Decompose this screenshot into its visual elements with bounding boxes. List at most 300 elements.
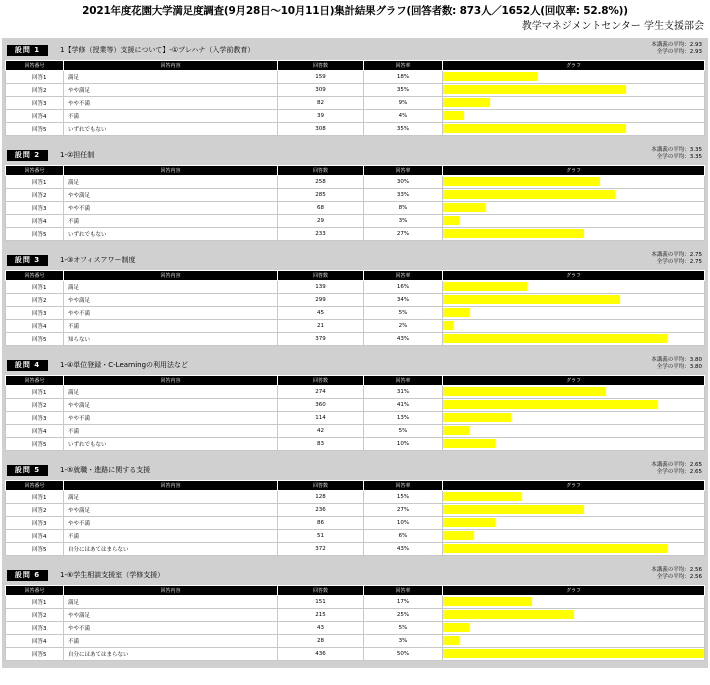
answer-rate: 35% (364, 84, 443, 97)
answer-graph-cell (443, 425, 705, 438)
results-table (5, 585, 705, 661)
answer-graph-cell (443, 399, 705, 412)
answer-rate: 10% (364, 517, 443, 530)
answer-count: 83 (278, 438, 364, 451)
university-average-value: 2.93 (689, 49, 702, 55)
answer-content: 自分にはあてはまらない (64, 543, 278, 556)
answer-rate: 5% (364, 307, 443, 320)
header-rate: 回答率 (364, 481, 443, 491)
course-average-value: 2.56 (689, 567, 702, 573)
answer-number: 回答4 (6, 320, 64, 333)
answer-count: 45 (278, 307, 364, 320)
table-row (6, 333, 705, 346)
answer-rate: 3% (364, 215, 443, 228)
question-number-badge: 設問 2 (7, 150, 48, 161)
answer-count: 86 (278, 517, 364, 530)
header-count: 回答数 (278, 586, 364, 596)
answer-count: 436 (278, 648, 364, 661)
answer-rate-bar (443, 334, 667, 343)
header-rate: 回答率 (364, 586, 443, 596)
question-title: 1【学修（授業等）支援について】-①プレハナ（入学前教育） (60, 46, 255, 54)
answer-content: いずれでもない (64, 228, 278, 241)
header-graph: グラフ (443, 271, 705, 281)
answer-number: 回答3 (6, 412, 64, 425)
report-title: 2021年度花園大学満足度調査(9月28日～10月11日)集計結果グラフ(回答者数: 873人／1652人(回収率: 52.8%)) (82, 5, 628, 17)
answer-rate: 13% (364, 412, 443, 425)
course-average-value: 3.80 (689, 357, 702, 363)
header-answer-content: 回答内容 (64, 376, 278, 386)
answer-rate: 8% (364, 202, 443, 215)
answer-graph-cell (443, 386, 705, 399)
answer-number: 回答4 (6, 110, 64, 123)
table-row (6, 530, 705, 543)
answer-rate: 27% (364, 228, 443, 241)
answer-number: 回答1 (6, 176, 64, 189)
table-row (6, 97, 705, 110)
answer-count: 372 (278, 543, 364, 556)
answer-count: 215 (278, 609, 364, 622)
answer-content: 不満 (64, 110, 278, 123)
answer-content: 満足 (64, 491, 278, 504)
university-average-value: 3.35 (689, 154, 702, 160)
table-row (6, 399, 705, 412)
answer-graph-cell (443, 517, 705, 530)
answer-count: 308 (278, 123, 364, 136)
answer-number: 回答2 (6, 399, 64, 412)
answer-graph-cell (443, 320, 705, 333)
answer-content: やや満足 (64, 294, 278, 307)
answer-rate-bar (443, 387, 605, 396)
table-header-row (6, 271, 705, 281)
answer-number: 回答5 (6, 333, 64, 346)
university-average (657, 259, 702, 266)
question-number-badge: 設問 3 (7, 255, 48, 266)
answer-content: 不満 (64, 425, 278, 438)
header-graph: グラフ (443, 586, 705, 596)
university-average-value: 2.56 (689, 574, 702, 580)
answer-rate-bar (443, 216, 459, 225)
header-graph: グラフ (443, 166, 705, 176)
question-number-badge: 設問 4 (7, 360, 48, 371)
answer-count: 258 (278, 176, 364, 189)
answer-graph-cell (443, 215, 705, 228)
question-header (2, 38, 708, 58)
answer-graph-cell (443, 84, 705, 97)
answer-rate: 43% (364, 543, 443, 556)
table-row (6, 543, 705, 556)
answer-rate-bar (443, 321, 453, 330)
answer-count: 236 (278, 504, 364, 517)
table-row (6, 281, 705, 294)
answer-graph-cell (443, 648, 705, 661)
answer-number: 回答5 (6, 543, 64, 556)
answer-rate: 2% (364, 320, 443, 333)
answer-count: 82 (278, 97, 364, 110)
course-average (651, 252, 702, 259)
answer-rate-bar (443, 308, 469, 317)
results-table (5, 165, 705, 241)
university-average-value: 2.75 (689, 259, 702, 265)
answer-number: 回答3 (6, 202, 64, 215)
answer-graph-cell (443, 333, 705, 346)
answer-rate: 9% (364, 97, 443, 110)
answer-rate-bar (443, 439, 495, 448)
answer-graph-cell (443, 543, 705, 556)
header-graph: グラフ (443, 481, 705, 491)
answer-content: 不満 (64, 635, 278, 648)
question-title: 1-⑤就職・進路に関する支援 (60, 466, 151, 474)
answer-count: 42 (278, 425, 364, 438)
answer-count: 21 (278, 320, 364, 333)
answer-content: やや不満 (64, 412, 278, 425)
header-answer-number: 回答番号 (6, 481, 64, 491)
answer-number: 回答4 (6, 530, 64, 543)
answer-rate-bar (443, 282, 527, 291)
answer-rate-bar (443, 124, 626, 133)
answer-graph-cell (443, 110, 705, 123)
answer-content: 満足 (64, 176, 278, 189)
answer-rate: 15% (364, 491, 443, 504)
answer-count: 151 (278, 596, 364, 609)
table-row (6, 386, 705, 399)
table-row (6, 228, 705, 241)
question-header (2, 458, 708, 478)
course-average-value: 2.75 (689, 252, 702, 258)
answer-count: 139 (278, 281, 364, 294)
answer-rate-bar (443, 111, 464, 120)
answer-count: 28 (278, 635, 364, 648)
header-rate: 回答率 (364, 271, 443, 281)
answer-content: 満足 (64, 281, 278, 294)
question-title: 1-②担任制 (60, 151, 95, 159)
answer-rate: 4% (364, 110, 443, 123)
answer-rate-bar (443, 413, 511, 422)
answer-rate: 6% (364, 530, 443, 543)
answer-graph-cell (443, 504, 705, 517)
table-header-row (6, 376, 705, 386)
table-row (6, 320, 705, 333)
answer-rate: 35% (364, 123, 443, 136)
answer-number: 回答2 (6, 189, 64, 202)
question-header (2, 248, 708, 268)
answer-rate: 3% (364, 635, 443, 648)
table-row (6, 504, 705, 517)
table-row (6, 176, 705, 189)
answer-rate: 50% (364, 648, 443, 661)
table-row (6, 215, 705, 228)
answer-count: 285 (278, 189, 364, 202)
table-header-row (6, 481, 705, 491)
answer-number: 回答4 (6, 215, 64, 228)
course-average-label: 本講義の平均： (651, 147, 690, 153)
header-count: 回答数 (278, 481, 364, 491)
question-number-badge: 設問 1 (7, 45, 48, 56)
answer-content: やや満足 (64, 189, 278, 202)
header-rate: 回答率 (364, 61, 443, 71)
table-row (6, 110, 705, 123)
header-answer-number: 回答番号 (6, 376, 64, 386)
course-average-value: 2.93 (689, 42, 702, 48)
answer-rate-bar (443, 400, 657, 409)
question-title: 1-③オフィスアワー制度 (60, 256, 136, 264)
course-average (651, 567, 702, 574)
question-title: 1-④単位登録・C-Learningの利用法など (60, 361, 189, 369)
answer-content: やや不満 (64, 307, 278, 320)
answer-rate-bar (443, 229, 584, 238)
table-row (6, 71, 705, 84)
table-row (6, 648, 705, 661)
answer-count: 299 (278, 294, 364, 307)
answer-graph-cell (443, 97, 705, 110)
answer-rate: 33% (364, 189, 443, 202)
header-count: 回答数 (278, 166, 364, 176)
answer-number: 回答5 (6, 438, 64, 451)
answer-rate-bar (443, 544, 667, 553)
header-count: 回答数 (278, 376, 364, 386)
question-section (2, 143, 708, 248)
table-header-row (6, 61, 705, 71)
answer-content: やや不満 (64, 97, 278, 110)
answer-number: 回答4 (6, 635, 64, 648)
answer-content: 不満 (64, 215, 278, 228)
answer-rate-bar (443, 531, 474, 540)
answer-count: 274 (278, 386, 364, 399)
answer-number: 回答3 (6, 307, 64, 320)
table-row (6, 307, 705, 320)
table-header-row (6, 166, 705, 176)
question-number-badge: 設問 5 (7, 465, 48, 476)
question-header (2, 563, 708, 583)
answer-graph-cell (443, 530, 705, 543)
answer-rate: 17% (364, 596, 443, 609)
university-average (657, 469, 702, 476)
answer-rate: 5% (364, 425, 443, 438)
answer-content: 不満 (64, 320, 278, 333)
answer-number: 回答5 (6, 228, 64, 241)
answer-number: 回答1 (6, 491, 64, 504)
course-average (651, 147, 702, 154)
answer-number: 回答4 (6, 425, 64, 438)
answer-graph-cell (443, 438, 705, 451)
answer-number: 回答2 (6, 294, 64, 307)
table-row (6, 622, 705, 635)
answer-number: 回答1 (6, 596, 64, 609)
answer-graph-cell (443, 491, 705, 504)
course-average-label: 本講義の平均： (651, 42, 690, 48)
university-average-label: 全学の平均： (656, 154, 690, 160)
question-section (2, 353, 708, 458)
question-header (2, 353, 708, 373)
answer-graph-cell (443, 123, 705, 136)
course-average (651, 357, 702, 364)
course-average-label: 本講義の平均： (651, 567, 690, 573)
answer-graph-cell (443, 189, 705, 202)
header-answer-content: 回答内容 (64, 61, 278, 71)
answer-number: 回答5 (6, 123, 64, 136)
header-answer-content: 回答内容 (64, 586, 278, 596)
results-table (5, 60, 705, 136)
answer-content: いずれでもない (64, 123, 278, 136)
header-answer-content: 回答内容 (64, 166, 278, 176)
course-average-label: 本講義の平均： (651, 252, 690, 258)
answer-number: 回答5 (6, 648, 64, 661)
answer-rate-bar (443, 636, 459, 645)
organization-name: 教学マネジメントセンター 学生支援部会 (521, 21, 704, 32)
answer-content: 知らない (64, 333, 278, 346)
answer-rate: 41% (364, 399, 443, 412)
answer-graph-cell (443, 307, 705, 320)
answer-rate-bar (443, 72, 537, 81)
results-table (5, 375, 705, 451)
answer-number: 回答3 (6, 622, 64, 635)
answer-content: やや不満 (64, 622, 278, 635)
answer-rate-bar (443, 98, 490, 107)
answer-rate: 16% (364, 281, 443, 294)
university-average (657, 364, 702, 371)
answer-count: 114 (278, 412, 364, 425)
table-row (6, 438, 705, 451)
answer-count: 43 (278, 622, 364, 635)
answer-count: 68 (278, 202, 364, 215)
course-average-value: 2.65 (689, 462, 702, 468)
answer-number: 回答2 (6, 84, 64, 97)
header-count: 回答数 (278, 271, 364, 281)
answer-rate-bar (443, 426, 469, 435)
answer-graph-cell (443, 635, 705, 648)
course-average (651, 462, 702, 469)
university-average-label: 全学の平均： (656, 259, 690, 265)
table-row (6, 517, 705, 530)
answer-rate-bar (443, 610, 574, 619)
answer-number: 回答3 (6, 97, 64, 110)
answer-rate-bar (443, 177, 600, 186)
answer-rate-bar (443, 85, 626, 94)
course-average-label: 本講義の平均： (651, 462, 690, 468)
course-average (651, 42, 702, 49)
answer-graph-cell (443, 412, 705, 425)
answer-content: 満足 (64, 71, 278, 84)
university-average-value: 2.65 (689, 469, 702, 475)
table-row (6, 609, 705, 622)
answer-content: 自分にはあてはまらない (64, 648, 278, 661)
answer-rate-bar (443, 623, 469, 632)
answer-content: やや不満 (64, 517, 278, 530)
table-row (6, 596, 705, 609)
course-average-label: 本講義の平均： (651, 357, 690, 363)
question-header (2, 143, 708, 163)
answer-count: 360 (278, 399, 364, 412)
table-row (6, 202, 705, 215)
university-average-label: 全学の平均： (656, 469, 690, 475)
answer-rate: 25% (364, 609, 443, 622)
answer-graph-cell (443, 281, 705, 294)
course-average-value: 3.35 (689, 147, 702, 153)
answer-rate-bar (443, 190, 615, 199)
header-graph: グラフ (443, 376, 705, 386)
table-row (6, 412, 705, 425)
answer-rate-bar (443, 649, 704, 658)
header-answer-content: 回答内容 (64, 271, 278, 281)
answer-number: 回答3 (6, 517, 64, 530)
question-section (2, 458, 708, 563)
answer-graph-cell (443, 596, 705, 609)
university-average-value: 3.80 (689, 364, 702, 370)
answer-content: いずれでもない (64, 438, 278, 451)
answer-graph-cell (443, 228, 705, 241)
question-section (2, 248, 708, 353)
header-answer-number: 回答番号 (6, 271, 64, 281)
answer-content: やや不満 (64, 202, 278, 215)
table-row (6, 635, 705, 648)
answer-content: やや満足 (64, 84, 278, 97)
answer-count: 39 (278, 110, 364, 123)
answer-number: 回答2 (6, 504, 64, 517)
answer-rate-bar (443, 505, 584, 514)
answer-graph-cell (443, 622, 705, 635)
question-title: 1-⑥学生相談支援室（学修支援） (60, 571, 165, 579)
answer-graph-cell (443, 202, 705, 215)
answer-rate-bar (443, 203, 485, 212)
answer-rate: 27% (364, 504, 443, 517)
header-answer-number: 回答番号 (6, 61, 64, 71)
results-table (5, 480, 705, 556)
table-row (6, 123, 705, 136)
question-number-badge: 設問 6 (7, 570, 48, 581)
answer-rate: 5% (364, 622, 443, 635)
university-average (657, 154, 702, 161)
university-average (657, 49, 702, 56)
answer-count: 159 (278, 71, 364, 84)
answer-rate-bar (443, 295, 620, 304)
university-average (657, 574, 702, 581)
answer-content: 満足 (64, 596, 278, 609)
header-rate: 回答率 (364, 376, 443, 386)
answer-count: 233 (278, 228, 364, 241)
table-header-row (6, 586, 705, 596)
answer-rate-bar (443, 518, 495, 527)
answer-rate: 18% (364, 71, 443, 84)
answer-graph-cell (443, 71, 705, 84)
answer-count: 128 (278, 491, 364, 504)
answer-rate: 10% (364, 438, 443, 451)
table-row (6, 294, 705, 307)
answer-rate: 30% (364, 176, 443, 189)
answer-number: 回答2 (6, 609, 64, 622)
university-average-label: 全学の平均： (656, 574, 690, 580)
answer-rate: 34% (364, 294, 443, 307)
header-graph: グラフ (443, 61, 705, 71)
answer-rate: 43% (364, 333, 443, 346)
university-average-label: 全学の平均： (656, 364, 690, 370)
header-count: 回答数 (278, 61, 364, 71)
answer-rate: 31% (364, 386, 443, 399)
answer-count: 29 (278, 215, 364, 228)
answer-number: 回答1 (6, 281, 64, 294)
answer-content: やや満足 (64, 504, 278, 517)
answer-graph-cell (443, 176, 705, 189)
question-section (2, 563, 708, 668)
answer-content: 満足 (64, 386, 278, 399)
table-row (6, 189, 705, 202)
header-answer-content: 回答内容 (64, 481, 278, 491)
results-table (5, 270, 705, 346)
table-row (6, 425, 705, 438)
answer-content: 不満 (64, 530, 278, 543)
header-rate: 回答率 (364, 166, 443, 176)
answer-number: 回答1 (6, 71, 64, 84)
header-answer-number: 回答番号 (6, 586, 64, 596)
university-average-label: 全学の平均： (656, 49, 690, 55)
